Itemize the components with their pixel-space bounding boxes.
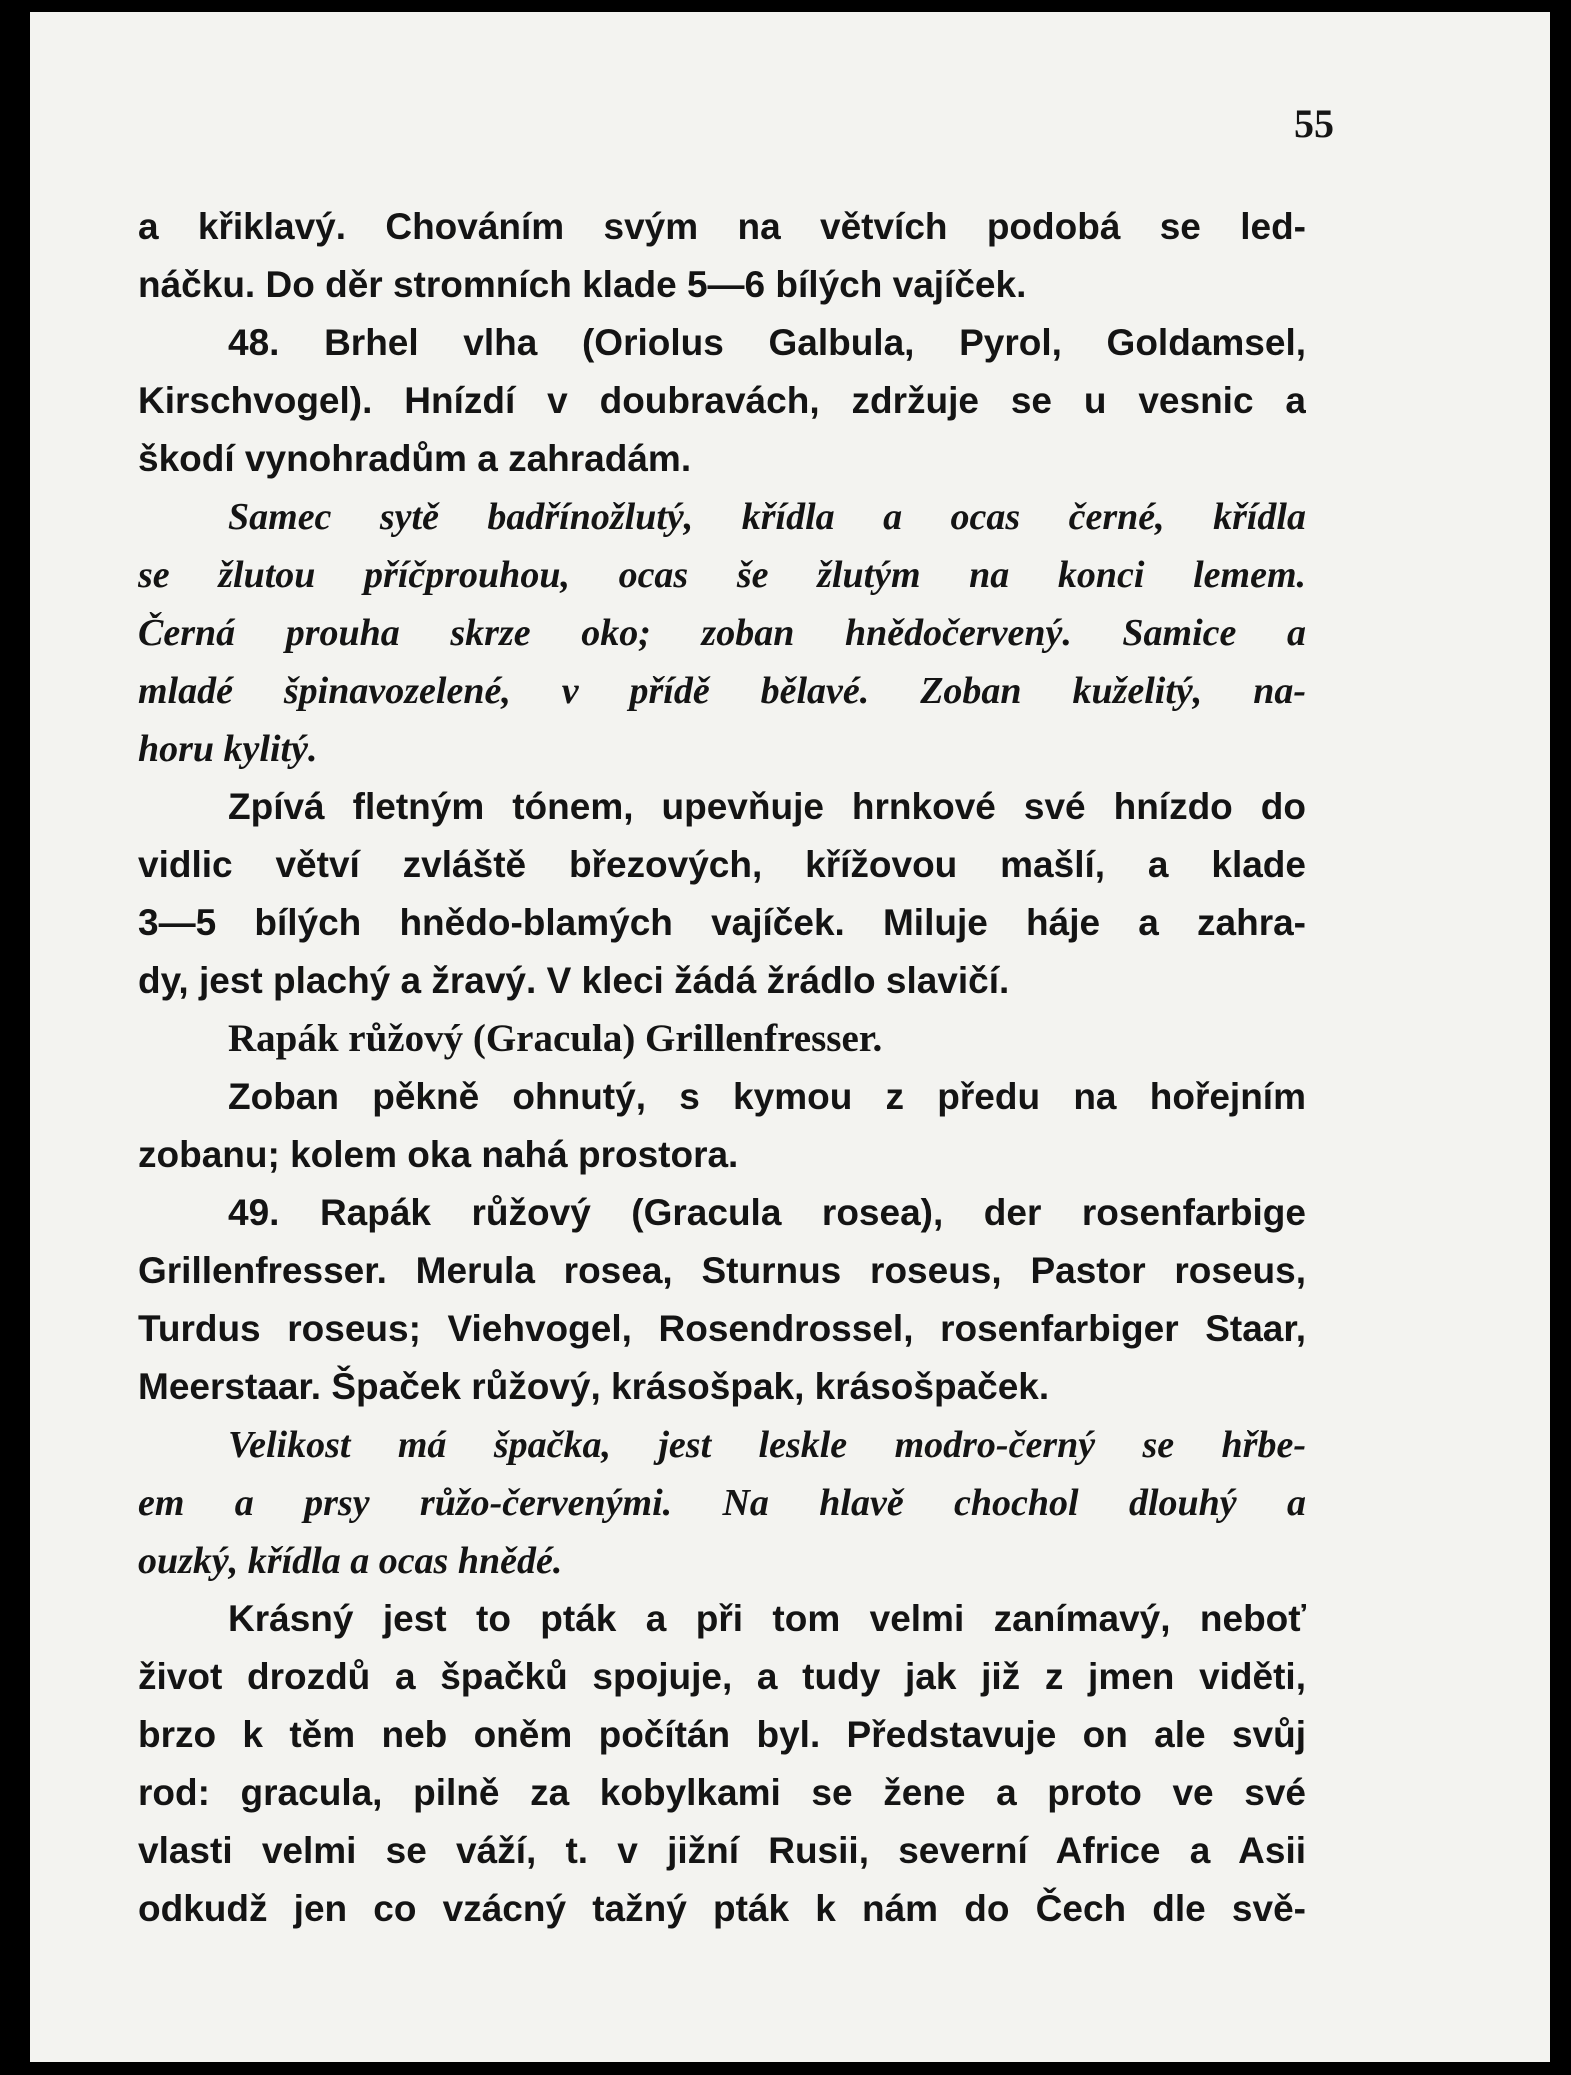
text-line: vidlic větví zvláště březových, křížovou mašlí, a klade [138, 844, 1306, 885]
text-line: odkudž jen co vzácný tažný pták k nám do Čech dle svě- [138, 1888, 1306, 1929]
text-line: em a prsy růžo-červenými. Na hlavě chochol dlouhý a [138, 1482, 1306, 1524]
page-number: 55 [1294, 101, 1334, 146]
text-line: Černá prouha skrze oko; zoban hnědočervený. Samice a [138, 612, 1306, 654]
text-line: zobanu; kolem oka nahá prostora. [138, 1134, 739, 1175]
text-line: škodí vynohradům a zahradám. [138, 438, 692, 479]
text-line: horu kylitý. [138, 728, 318, 770]
text-line: 48. Brhel vlha (Oriolus Galbula, Pyrol, Goldamsel, [228, 322, 1306, 363]
text-line: Turdus roseus; Viehvogel, Rosendrossel, rosenfarbiger Staar, [138, 1308, 1306, 1349]
text-line: dy, jest plachý a žravý. V kleci žádá žrádlo slavičí. [138, 960, 1010, 1001]
text-line: Kirschvogel). Hnízdí v doubravách, zdržuje se u vesnic a [138, 380, 1306, 421]
text-line: ouzký, křídla a ocas hnědé. [138, 1540, 563, 1582]
text-line: život drozdů a špačků spojuje, a tudy jak již z jmen viděti, [138, 1656, 1306, 1697]
text-line: se žlutou příčprouhou, ocas še žlutým na konci lemem. [138, 554, 1306, 596]
text-line: vlasti velmi se váží, t. v jižní Rusii, severní Africe a Asii [138, 1830, 1306, 1871]
text-line: Samec sytě badřínožlutý, křídla a ocas černé, křídla [228, 496, 1306, 538]
text-line: mladé špinavozelené, v přídě bělavé. Zoban kuželitý, na- [138, 670, 1306, 712]
text-line: brzo k těm neb oněm počítán byl. Představuje on ale svůj [138, 1714, 1306, 1755]
text-line: 3—5 bílých hnědo-blamých vajíček. Miluje háje a zahra- [138, 902, 1306, 943]
text-line: Zoban pěkně ohnutý, s kymou z předu na hořejním [228, 1076, 1306, 1117]
page-text [138, 198, 1306, 1938]
text-line: a křiklavý. Chováním svým na větvích podobá se led- [138, 206, 1306, 247]
book-page [30, 12, 1550, 2062]
text-line: Zpívá fletným tónem, upevňuje hrnkové své hnízdo do [228, 786, 1306, 827]
text-line: Rapák růžový (Gracula) Grillenfresser. [228, 1017, 883, 1060]
text-line: Meerstaar. Špaček růžový, krásošpak, krásošpaček. [138, 1366, 1050, 1407]
text-line: Velikost má špačka, jest leskle modro-černý se hřbe- [228, 1424, 1306, 1466]
text-line: 49. Rapák růžový (Gracula rosea), der rosenfarbige [228, 1192, 1306, 1233]
text-line: náčku. Do děr stromních klade 5—6 bílých vajíček. [138, 264, 1027, 305]
text-line: Krásný jest to pták a při tom velmi zanímavý, neboť [228, 1598, 1306, 1639]
text-line: Grillenfresser. Merula rosea, Sturnus roseus, Pastor roseus, [138, 1250, 1306, 1291]
text-line: rod: gracula, pilně za kobylkami se žene a proto ve své [138, 1772, 1306, 1813]
